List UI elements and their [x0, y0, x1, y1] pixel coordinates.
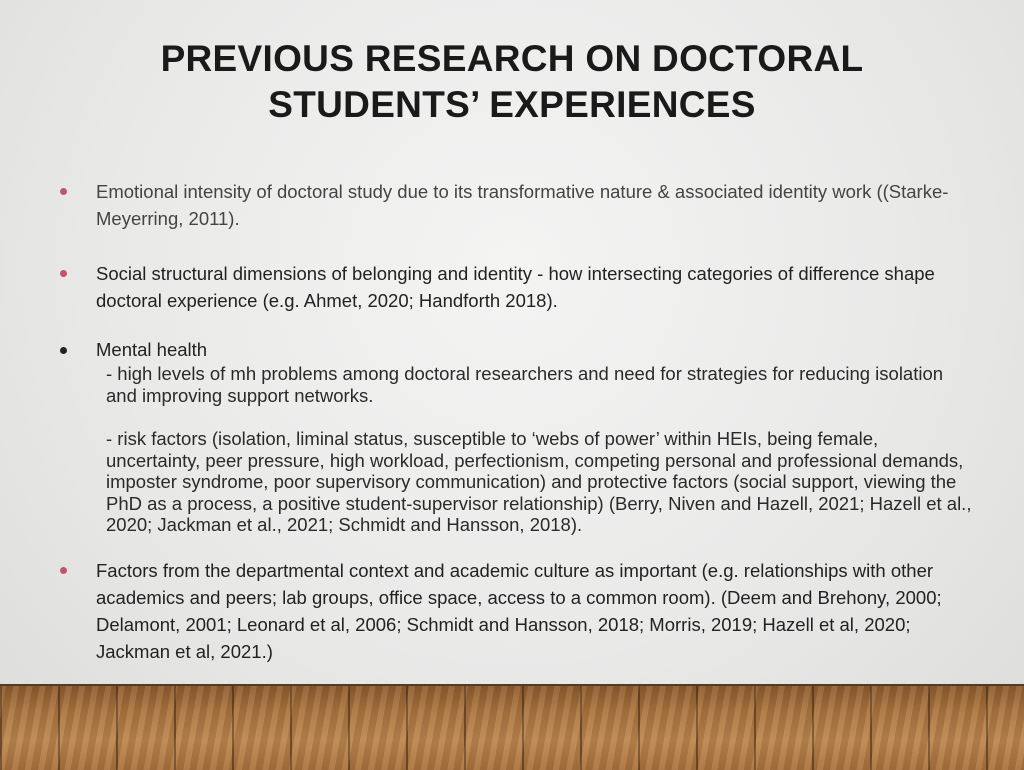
mental-health-sub-1: - high levels of mh problems among doctoral researchers and need for strategies for reducing isolation and improving support networks.: [106, 363, 944, 406]
bullet-dot: [60, 567, 67, 574]
wood-floor-decoration: [0, 684, 1024, 770]
title-line-1: PREVIOUS RESEARCH ON DOCTORAL: [160, 38, 864, 79]
bullet-mental-health: [96, 336, 976, 536]
mental-health-sub-2: - risk factors (isolation, liminal status, susceptible to ‘webs of power’ within HEIs, being female, uncertainty, peer pressure, high workload, perfectionism, competing personal and professional demands, imposter syndrome, poor supervisory communication) and protective factors (social support, viewing the PhD as a process, a positive student-supervisor relationship) (Berry, Niven and Hazell, 2021; Hazell et al., 2020; Jackman et al., 2021; Schmidt and Hansson, 2018).: [106, 428, 972, 535]
slide-title: [0, 36, 1024, 128]
bullet-social-structural: [96, 260, 976, 314]
bullet-text: Factors from the departmental context and academic culture as important (e.g. relationships with other academics and peers; lab groups, office space, access to a common room). (Deem and Brehony, 2000; Delamont, 2001; Leonard et al, 2006; Schmidt and Hansson, 2018; Morris, 2019; Hazell et al, 2020; Jackman et al, 2021.): [96, 560, 942, 662]
bullet-departmental-context: [96, 557, 976, 665]
bullet-dot: [60, 270, 67, 277]
bullet-emotional-intensity: [96, 178, 976, 232]
bullet-text: Emotional intensity of doctoral study due to its transformative nature & associated identity work ((Starke-Meyerring, 2011).: [96, 181, 949, 229]
bullet-dot: [60, 347, 67, 354]
title-line-2: STUDENTS’ EXPERIENCES: [268, 84, 756, 125]
bullet-heading: Mental health: [96, 339, 208, 360]
bullet-dot: [60, 188, 67, 195]
bullet-text: Social structural dimensions of belonging and identity - how intersecting categories of difference shape doctoral experience (e.g. Ahmet, 2020; Handforth 2018).: [96, 263, 935, 311]
